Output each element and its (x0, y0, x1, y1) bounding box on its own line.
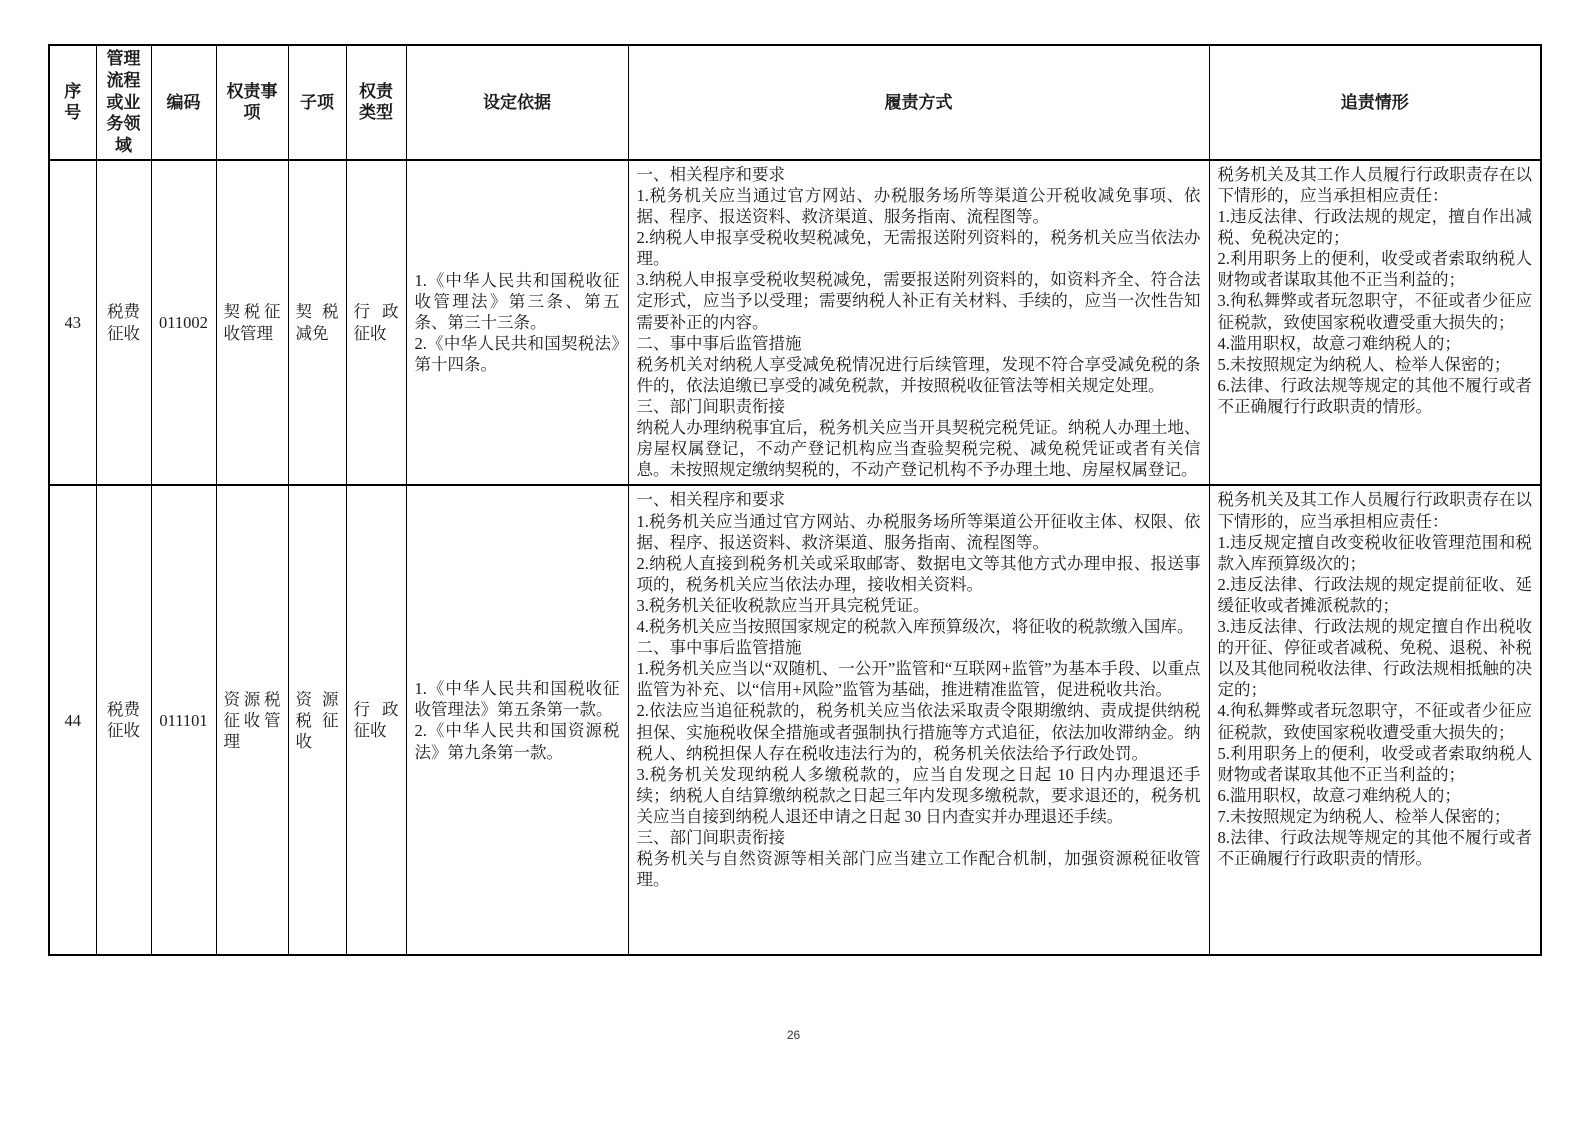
col-header-area: 管理流程或业务领域 (96, 45, 151, 160)
col-header-basis: 设定依据 (406, 45, 628, 160)
page-number: 26 (786, 1028, 801, 1042)
col-header-matter: 权责事项 (216, 45, 288, 160)
cell-accountability: 税务机关及其工作人员履行行政职责存在以下情形的，应当承担相应责任： 1.违反规定擅自改变税收征收管理范围和税款入库预算级次的； 2.违反法律、行政法规的规定提前征收、延缓征收或者摊派税款的； 3.违反法律、行政法规的规定擅自作出税收的开征、停征或者减税、免税、退税、补税以及其他同税收法律、行政法规相抵触的决定的； 4.徇私舞弊或者玩忽职守，不征或者少征应征税款，致使国家税收遭受重大损失的； 5.利用职务上的便利，收受或者索取纳税人财物或者谋取其他不正当利益的； 6.滥用职权，故意刁难纳税人的； 7.未按照规定为纳税人、检举人保密的； 8.法律、行政法规等规定的其他不履行或者不正确履行行政职责的情形。 (1209, 485, 1541, 955)
cell-area: 税费征收 (96, 485, 151, 955)
cell-seq: 43 (49, 160, 96, 486)
col-header-type: 权责类型 (346, 45, 406, 160)
cell-matter: 契税征收管理 (216, 160, 288, 486)
cell-seq: 44 (49, 485, 96, 955)
cell-accountability: 税务机关及其工作人员履行行政职责存在以下情形的，应当承担相应责任： 1.违反法律、行政法规的规定，擅自作出减税、免税决定的； 2.利用职务上的便利，收受或者索取纳税人财物或者谋取其他不正当利益的； 3.徇私舞弊或者玩忽职守，不征或者少征应征税款，致使国家税收遭受重大损失的； 4.滥用职权，故意刁难纳税人的； 5.未按照规定为纳税人、检举人保密的； 6.法律、行政法规等规定的其他不履行或者不正确履行行政职责的情形。 (1209, 160, 1541, 486)
table-row-43 (49, 160, 1541, 486)
cell-area: 税费征收 (96, 160, 151, 486)
cell-subitem: 契税减免 (288, 160, 346, 486)
cell-matter: 资源税征收管理 (216, 485, 288, 955)
cell-duty: 一、相关程序和要求 1.税务机关应当通过官方网站、办税服务场所等渠道公开税收减免事项、依据、程序、报送资料、救济渠道、服务指南、流程图等。 2.纳税人申报享受税收契税减免，无需报送附列资料的，税务机关应当依法办理。 3.纳税人申报享受税收契税减免，需要报送附列资料的，如资料齐全、符合法定形式，应当予以受理；需要纳税人补正有关材料、手续的，应当一次性告知需要补正的内容。 二、事中事后监管措施 税务机关对纳税人享受减免税情况进行后续管理，发现不符合享受减免税的条件的，依法追缴已享受的减免税款，并按照税收征管法等相关规定处理。 三、部门间职责衔接 纳税人办理纳税事宜后，税务机关应当开具契税完税凭证。纳税人办理土地、房屋权属登记，不动产登记机构应当查验契税完税、减免税凭证或者有关信息。未按照规定缴纳契税的，不动产登记机构不予办理土地、房屋权属登记。 (628, 160, 1209, 486)
col-header-accountability: 追责情形 (1209, 45, 1541, 160)
col-header-duty: 履责方式 (628, 45, 1209, 160)
cell-duty: 一、相关程序和要求 1.税务机关应当通过官方网站、办税服务场所等渠道公开征收主体、权限、依据、程序、报送资料、救济渠道、服务指南、流程图等。 2.纳税人直接到税务机关或采取邮寄、数据电文等其他方式办理申报、报送事项的，税务机关应当依法办理，接收相关资料。 3.税务机关征收税款应当开具完税凭证。 4.税务机关应当按照国家规定的税款入库预算级次，将征收的税款缴入国库。 二、事中事后监管措施 1.税务机关应当以“双随机、一公开”监管和“互联网+监管”为基本手段、以重点监管为补充、以“信用+风险”监管为基础，推进精准监管，促进税收共治。 2.依法应当追征税款的，税务机关应当依法采取责令限期缴纳、责成提供纳税担保、实施税收保全措施或者强制执行措施等方式追征，依法加收滞纳金。纳税人、纳税担保人存在税收违法行为的，税务机关依法给予行政处罚。 3.税务机关发现纳税人多缴税款的，应当自发现之日起 10 日内办理退还手续；纳税人自结算缴纳税款之日起三年内发现多缴税款，要求退还的，税务机关应当自接到纳税人退还申请之日起 30 日内查实并办理退还手续。 三、部门间职责衔接 税务机关与自然资源等相关部门应当建立工作配合机制，加强资源税征收管理。 (628, 485, 1209, 955)
cell-code: 011002 (151, 160, 216, 486)
cell-type: 行政征收 (346, 485, 406, 955)
cell-basis: 1.《中华人民共和国税收征收管理法》第三条、第五条、第三十三条。 2.《中华人民共和国契税法》第十四条。 (406, 160, 628, 486)
cell-code: 011101 (151, 485, 216, 955)
header-row (49, 45, 1541, 160)
col-header-subitem: 子项 (288, 45, 346, 160)
col-header-seq: 序号 (49, 45, 96, 160)
cell-type: 行政征收 (346, 160, 406, 486)
cell-subitem: 资源税征收 (288, 485, 346, 955)
table-row-44 (49, 485, 1541, 955)
col-header-code: 编码 (151, 45, 216, 160)
cell-basis: 1.《中华人民共和国税收征收管理法》第五条第一款。 2.《中华人民共和国资源税法》第九条第一款。 (406, 485, 628, 955)
responsibility-list-table (48, 44, 1542, 956)
